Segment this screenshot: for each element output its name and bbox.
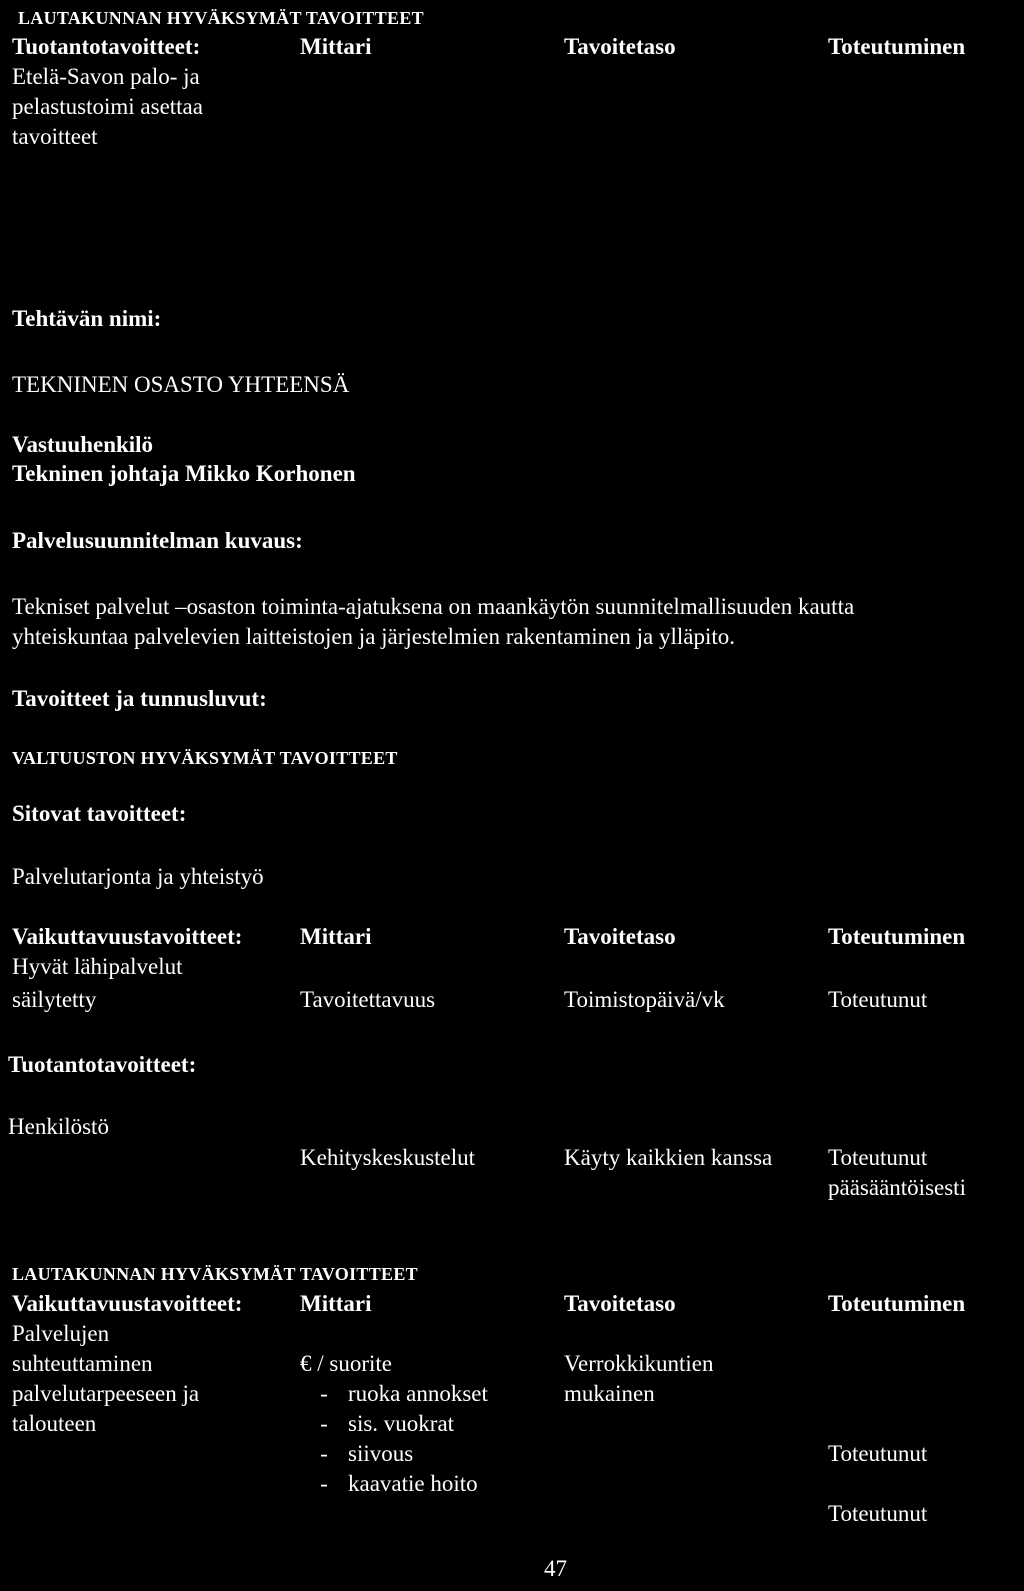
board-goals-table (12, 1289, 1022, 1529)
production-goals-table (12, 1143, 1022, 1203)
meter-item (300, 1409, 454, 1438)
top-goals-table (12, 32, 1022, 152)
column-effectiveness-goals: Vaikuttavuustavoitteet: (12, 1291, 243, 1316)
target-value: Toimistopäivä/vk (564, 987, 725, 1012)
realization-value: Toteutunut (828, 987, 928, 1012)
column-meter: Mittari (300, 34, 372, 59)
meter-item-label: kaavatie hoito (348, 1471, 478, 1496)
column-production-goals: Tuotantotavoitteet: (12, 34, 201, 59)
realization-value: Toteutunut (828, 1441, 928, 1466)
page-number: 47 (544, 1556, 567, 1581)
goal-line: Palvelujen (12, 1321, 110, 1346)
council-goals-table (12, 922, 1022, 1015)
goal-line: säilytetty (12, 987, 97, 1012)
top-goal-line: tavoitteet (12, 124, 98, 149)
column-realization: Toteutuminen (828, 34, 966, 59)
column-target-level: Tavoitetaso (564, 924, 676, 949)
target-value: Käyty kaikkien kanssa (564, 1145, 773, 1170)
column-target-level: Tavoitetaso (564, 34, 676, 59)
column-realization: Toteutuminen (828, 1291, 966, 1316)
top-goal-line: pelastustoimi asettaa (12, 94, 203, 119)
bullet-dash: - (320, 1411, 328, 1436)
column-realization: Toteutuminen (828, 924, 966, 949)
meter-value: € / suorite (300, 1351, 392, 1376)
bullet-dash: - (320, 1441, 328, 1466)
meter-item-label: sis. vuokrat (348, 1411, 455, 1436)
column-meter: Mittari (300, 924, 372, 949)
plan-description-label: Palvelusuunnitelman kuvaus: (12, 528, 303, 553)
meter-item-label: ruoka annokset (348, 1381, 488, 1406)
meter-item (300, 1379, 488, 1408)
task-name: TEKNINEN OSASTO YHTEENSÄ (12, 372, 350, 397)
bullet-dash: - (320, 1471, 328, 1496)
realization-value: Toteutunut (828, 1501, 928, 1526)
realization-value: Toteutunut (828, 1145, 928, 1170)
top-goal-line: Etelä-Savon palo- ja (12, 64, 200, 89)
realization-value: pääsääntöisesti (828, 1175, 966, 1200)
goal-line: suhteuttaminen (12, 1351, 153, 1376)
board-goals-heading-top: LAUTAKUNNAN HYVÄKSYMÄT TAVOITTEET (18, 8, 424, 28)
production-goals-label: Tuotantotavoitteet: (8, 1052, 197, 1077)
meter-value: Tavoitettavuus (300, 987, 436, 1012)
target-value: Verrokkikuntien (564, 1351, 714, 1376)
board-goals-heading: LAUTAKUNNAN HYVÄKSYMÄT TAVOITTEET (12, 1264, 418, 1284)
meter-item (300, 1439, 413, 1468)
council-goals-heading: VALTUUSTON HYVÄKSYMÄT TAVOITTEET (12, 748, 398, 768)
meter-item (300, 1469, 478, 1498)
target-value: mukainen (564, 1381, 655, 1406)
plan-description-line: yhteiskuntaa palvelevien laitteistojen ja järjestelmien rakentaminen ja ylläpito. (12, 624, 735, 649)
column-meter: Mittari (300, 1291, 372, 1316)
goal-line: Hyvät lähipalvelut (12, 954, 183, 979)
plan-description-line: Tekniset palvelut –osaston toiminta-ajatuksena on maankäytön suunnitelmallisuuden kautta (12, 594, 855, 619)
goal-line: talouteen (12, 1411, 97, 1436)
goal-line: palvelutarpeeseen ja (12, 1381, 200, 1406)
bullet-dash: - (320, 1381, 328, 1406)
production-goal-item: Henkilöstö (8, 1114, 109, 1139)
task-name-label: Tehtävän nimi: (12, 306, 162, 331)
responsible-label: Vastuuhenkilö (12, 432, 154, 457)
column-effectiveness-goals: Vaikuttavuustavoitteet: (12, 924, 243, 949)
meter-value: Kehityskeskustelut (300, 1145, 476, 1170)
binding-goals-text: Palvelutarjonta ja yhteistyö (12, 864, 264, 889)
meter-item-label: siivous (348, 1441, 414, 1466)
goals-and-indicators-label: Tavoitteet ja tunnusluvut: (12, 686, 267, 711)
responsible-person: Tekninen johtaja Mikko Korhonen (12, 461, 356, 486)
column-target-level: Tavoitetaso (564, 1291, 676, 1316)
binding-goals-label: Sitovat tavoitteet: (12, 801, 187, 826)
